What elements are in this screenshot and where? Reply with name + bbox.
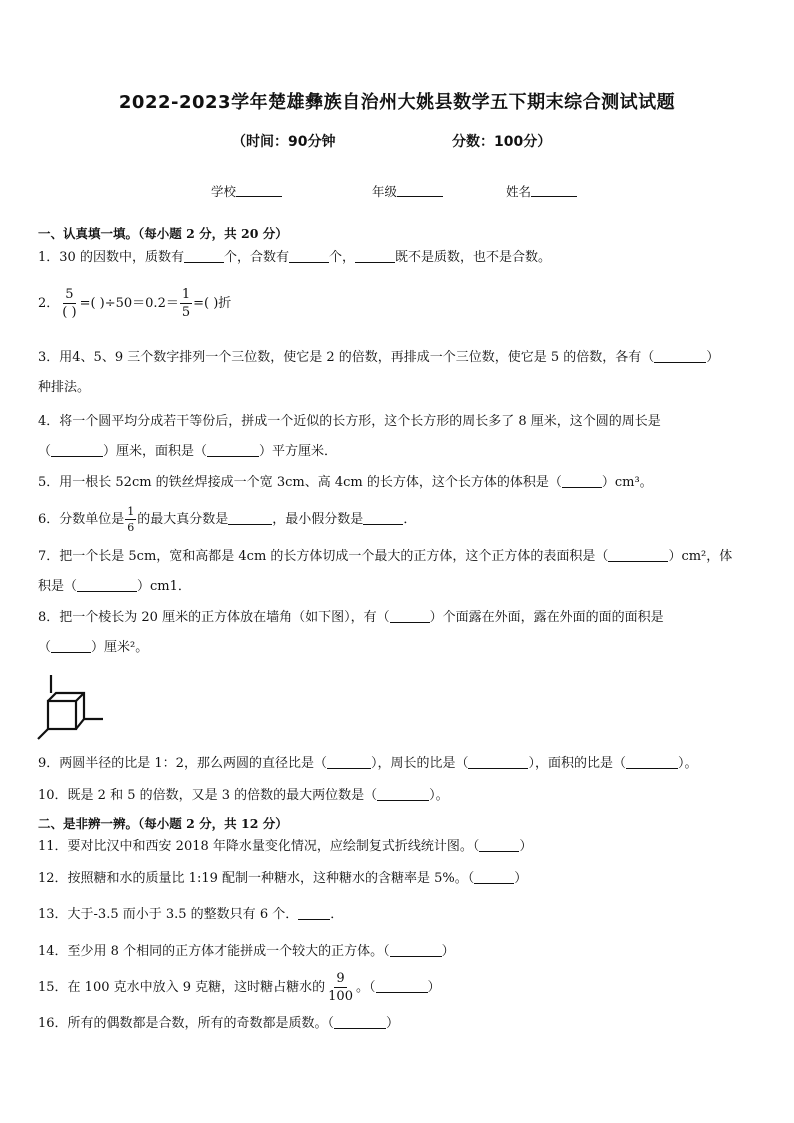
q1-text-a: 1．30 的因数中，质数有	[38, 250, 184, 265]
cube-front-face	[48, 701, 76, 729]
q4-text-a: （	[38, 444, 52, 459]
q2-fraction-1	[60, 288, 78, 319]
q1-blank-3[interactable]	[355, 249, 395, 263]
question-7	[38, 542, 760, 602]
q9-blank-3[interactable]	[626, 755, 678, 769]
q3-line-1: 3．用4、5、9 三个数字排列一个三位数，使它是 2 的倍数，再排成一个三位数，使它是 5 的倍数，各有（	[38, 350, 655, 365]
question-14	[38, 937, 760, 967]
question-6	[38, 505, 760, 535]
q11-text-b: ）	[519, 839, 533, 854]
question-11	[38, 832, 760, 862]
question-8	[38, 603, 760, 663]
cube-top-edge	[76, 693, 84, 701]
name-field	[506, 182, 577, 200]
q9-text-a: 9．两圆半径的比是 1：2，那么两圆的直径比是（	[38, 756, 327, 771]
grade-blank[interactable]	[397, 184, 443, 197]
cube-in-corner-figure	[36, 673, 106, 741]
q1-text-b: 个，合数有	[223, 250, 289, 265]
question-12	[38, 864, 760, 894]
exam-score: 分数：100分）	[452, 134, 552, 150]
q9-text-d: ）。	[677, 756, 698, 771]
q2-frac2-numerator: 1	[181, 287, 191, 302]
q11-text-a: 11．要对比汉中和西安 2018 年降水量变化情况，应绘制复式折线统计图。（	[38, 839, 480, 854]
q15-blank[interactable]	[376, 979, 428, 993]
question-4	[38, 407, 760, 467]
name-label: 姓名	[506, 184, 532, 199]
q8-text-c: （	[38, 640, 52, 655]
q6-frac-numerator: 1	[127, 505, 135, 518]
q6-frac-denominator: 6	[127, 521, 135, 534]
q3-blank[interactable]	[654, 349, 706, 363]
q12-text-a: 12．按照糖和水的质量比 1:19 配制一种糖水，这种糖水的含糖率是 5%。（	[38, 871, 475, 886]
q4-blank-1[interactable]	[51, 443, 103, 457]
q8-text-b: ）个面露在外面，露在外面的面的面积是	[429, 610, 664, 625]
q4-text-b: ）厘米，面积是（	[103, 444, 208, 459]
q7-blank-1[interactable]	[608, 548, 668, 562]
q16-text-a: 16．所有的偶数都是合数，所有的奇数都是质数。（	[38, 1016, 335, 1031]
q9-blank-1[interactable]	[327, 755, 371, 769]
question-2	[38, 288, 760, 319]
q13-text-b: ．	[330, 907, 344, 922]
q14-text-b: ）	[441, 944, 455, 959]
q8-text-d: ）厘米²。	[91, 640, 149, 655]
q6-fraction	[125, 506, 136, 533]
q5-text-b: ）cm³。	[601, 475, 653, 490]
q1-text-d: 既不是质数，也不是合数。	[394, 250, 551, 265]
q9-text-b: ），周长的比是（	[370, 756, 469, 771]
q6-text-d: ．	[403, 512, 417, 527]
q15-text-b: 。（	[355, 980, 376, 995]
q4-blank-2[interactable]	[207, 443, 259, 457]
q12-blank[interactable]	[474, 870, 514, 884]
wall-edge-diagonal	[38, 729, 48, 739]
q16-text-b: ）	[386, 1016, 400, 1031]
q7-text-c: 积是（	[38, 579, 78, 594]
q8-blank-2[interactable]	[51, 639, 91, 653]
q2-frac1-denominator[interactable]: ( )	[62, 305, 77, 320]
q4-text-c: ）平方厘米．	[259, 444, 338, 459]
exam-title: 2022-2023学年楚雄彝族自治州大姚县数学五下期末综合测试试题	[118, 92, 676, 113]
q14-text-a: 14．至少用 8 个相同的正方体才能拼成一个较大的正方体。（	[38, 944, 390, 959]
question-13	[38, 900, 760, 930]
q7-blank-2[interactable]	[77, 578, 137, 592]
q6-text-a: 6．分数单位是	[38, 512, 125, 527]
q6-blank-1[interactable]	[228, 511, 272, 525]
grade-label: 年级	[372, 184, 398, 199]
q15-text-a: 15．在 100 克水中放入 9 克糖，这时糖占糖水的	[38, 980, 326, 995]
school-field	[211, 182, 282, 200]
question-10	[38, 781, 760, 811]
q15-frac-numerator: 9	[336, 971, 345, 986]
q16-blank[interactable]	[334, 1015, 386, 1029]
q12-text-b: ）	[514, 871, 528, 886]
q6-text-b: 的最大真分数是	[137, 512, 229, 527]
q7-text-b: ）cm²，体	[668, 549, 733, 564]
q7-text-d: ）cm1．	[137, 579, 191, 594]
q8-blank-1[interactable]	[390, 609, 430, 623]
q11-blank[interactable]	[479, 838, 519, 852]
q3-line-2: 种排法。	[38, 380, 91, 395]
q2-text-mid: =( )÷50＝0.2＝	[79, 296, 179, 311]
q6-text-c: ，最小假分数是	[272, 512, 364, 527]
q2-number: 2．	[38, 296, 60, 311]
q2-text-end: =( )折	[193, 296, 232, 311]
q15-frac-denominator: 100	[328, 989, 353, 1004]
q9-blank-2[interactable]	[468, 755, 528, 769]
q2-frac2-denominator: 5	[181, 305, 191, 320]
q14-blank[interactable]	[390, 943, 442, 957]
question-5	[38, 468, 760, 498]
q15-text-c: ）	[427, 980, 441, 995]
q7-text-a: 7．把一个长是 5cm，宽和高都是 4cm 的长方体切成一个最大的正方体，这个正方体的表面积是（	[38, 549, 609, 564]
q13-blank[interactable]	[298, 906, 330, 920]
section-1-heading: 一、认真填一填。（每小题 2 分，共 20 分）	[38, 226, 288, 241]
question-9	[38, 749, 760, 779]
q10-blank[interactable]	[377, 787, 429, 801]
exam-time: （时间：90分钟	[232, 134, 336, 150]
question-16	[38, 1009, 760, 1039]
q15-fraction	[326, 972, 355, 1003]
grade-field	[372, 182, 443, 200]
question-15	[38, 972, 760, 1003]
school-blank[interactable]	[236, 184, 282, 197]
q1-text-c: 个，	[328, 250, 355, 265]
q8-text-a: 8．把一个棱长为 20 厘米的正方体放在墙角（如下图），有（	[38, 610, 390, 625]
question-1	[38, 243, 760, 273]
q9-text-c: ），面积的比是（	[528, 756, 626, 771]
q2-fraction-2	[180, 288, 192, 319]
q3-line-1-end: ）	[706, 350, 720, 365]
q1-blank-1[interactable]	[184, 249, 224, 263]
q4-line-1: 4．将一个圆平均分成若干等份后，拼成一个近似的长方形，这个长方形的周长多了 8 厘米，这个圆的周长是	[38, 414, 661, 429]
q1-blank-2[interactable]	[289, 249, 329, 263]
question-3	[38, 343, 760, 403]
q5-text-a: 5．用一根长 52cm 的铁丝焊接成一个宽 3cm、高 4cm 的长方体，这个长方体的体积是（	[38, 475, 562, 490]
q5-blank[interactable]	[562, 474, 602, 488]
q10-text-a: 10．既是 2 和 5 的倍数，又是 3 的倍数的最大两位数是（	[38, 788, 378, 803]
q13-text-a: 13．大于-3.5 而小于 3.5 的整数只有 6 个．	[38, 907, 299, 922]
q10-text-b: ）。	[429, 788, 449, 803]
q2-frac1-numerator: 5	[65, 287, 74, 302]
school-label: 学校	[211, 184, 237, 199]
name-blank[interactable]	[531, 184, 577, 197]
section-2-heading: 二、是非辨一辨。（每小题 2 分，共 12 分）	[38, 816, 288, 831]
q6-blank-2[interactable]	[363, 511, 403, 525]
